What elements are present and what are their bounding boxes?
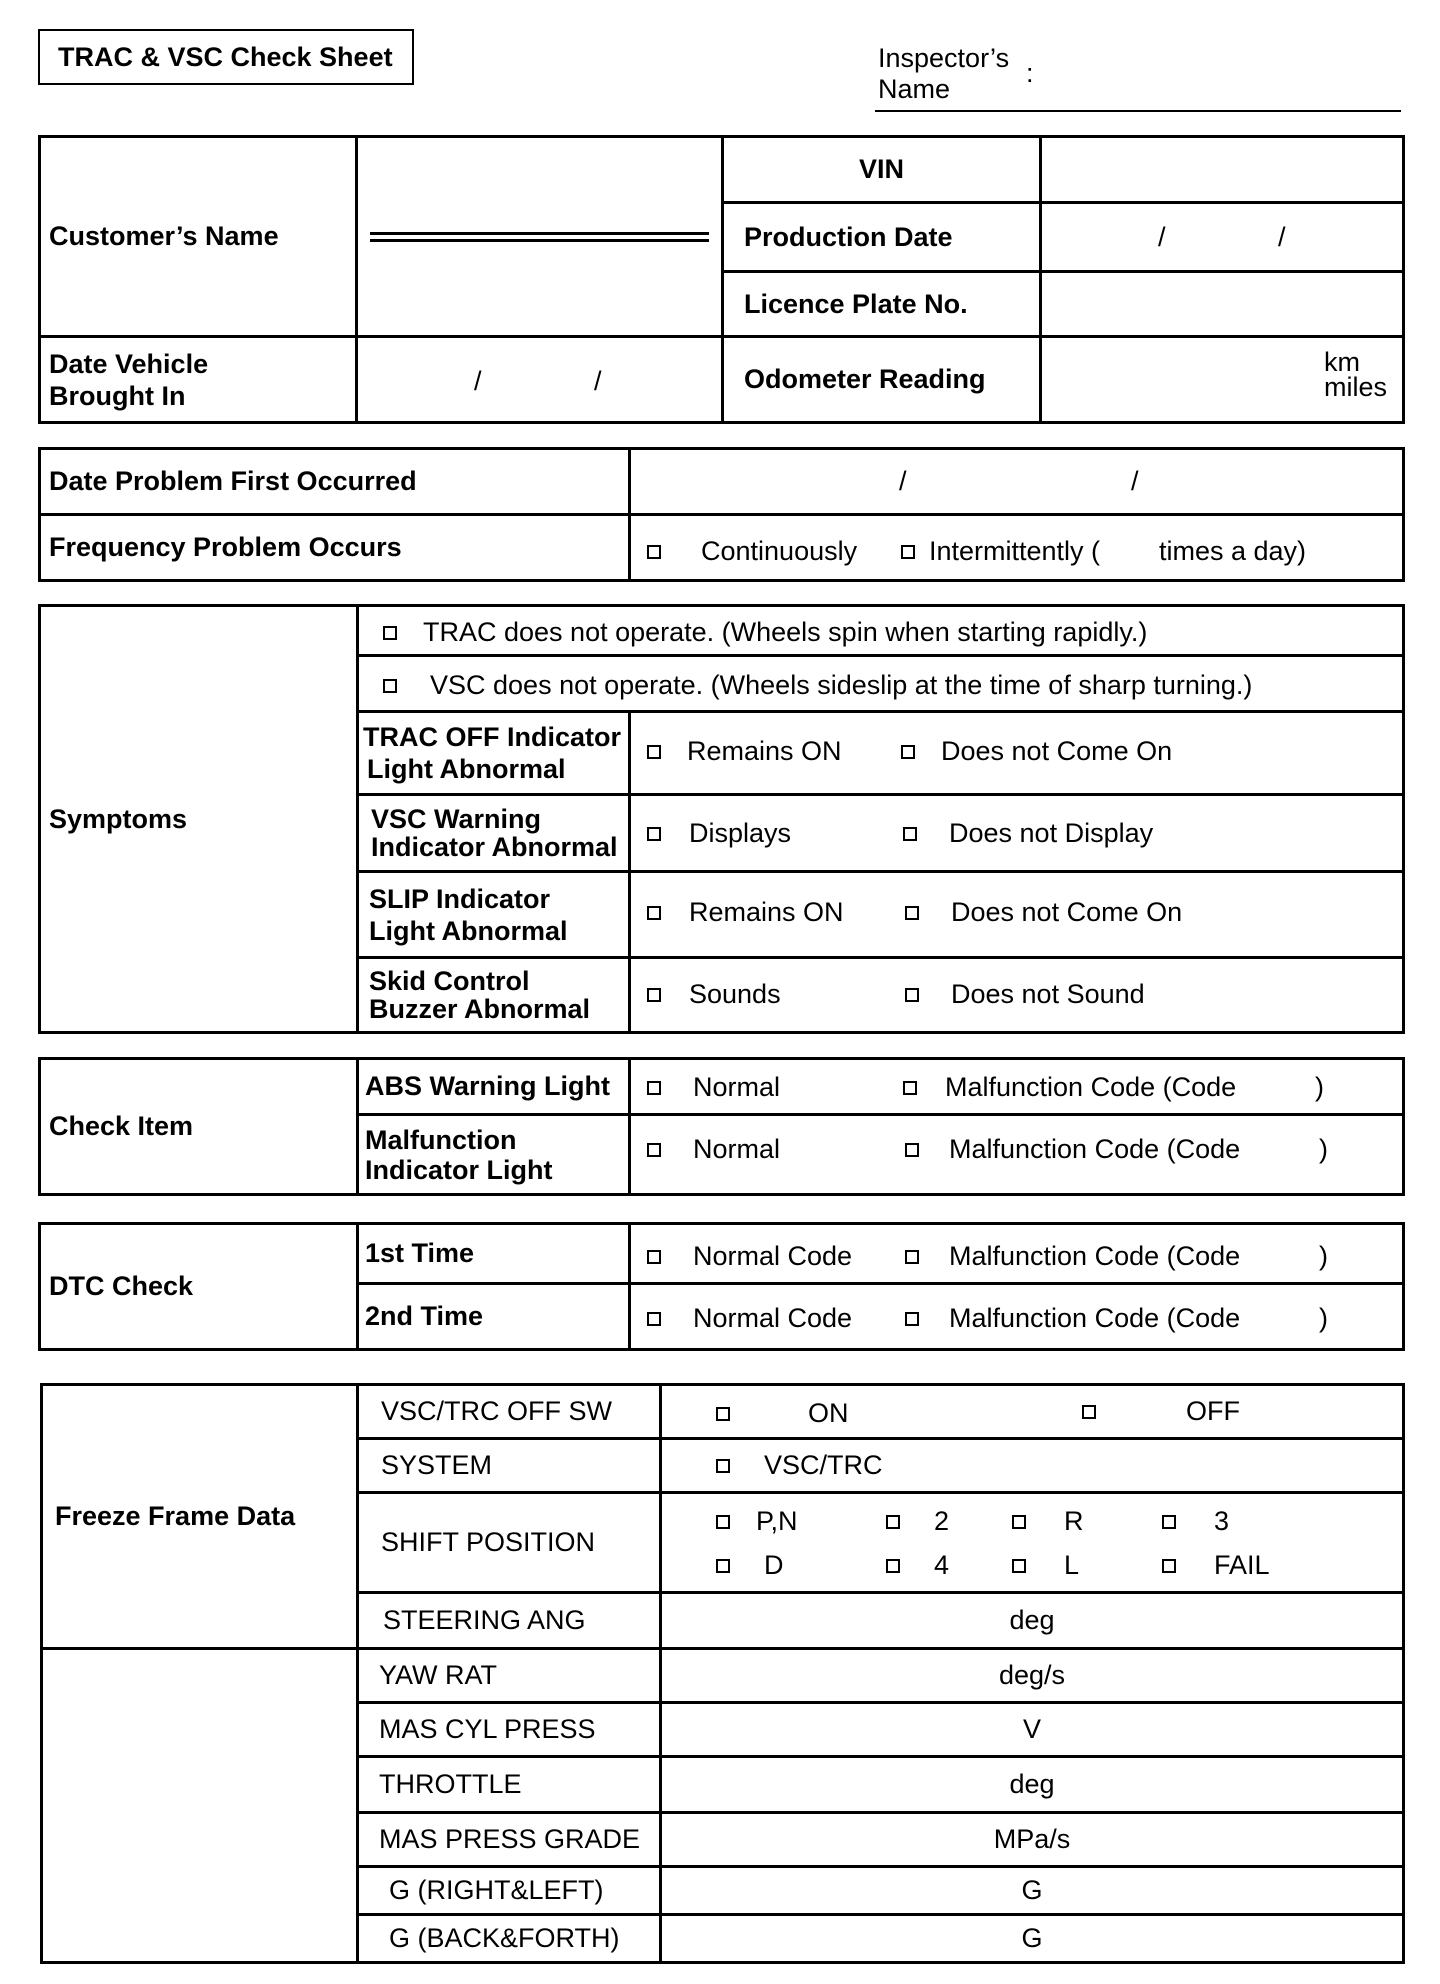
production-date-label: Production Date — [723, 203, 1041, 272]
inspector-name-label: Inspector’s Name — [878, 43, 1010, 104]
checkbox[interactable] — [901, 545, 915, 559]
dtc-check-label: DTC Check — [40, 1224, 358, 1350]
checkbox[interactable] — [647, 545, 661, 559]
frequency-options — [630, 515, 1404, 581]
throttle-label: THROTTLE — [358, 1757, 661, 1813]
checkbox[interactable] — [903, 1081, 917, 1095]
malfunction-indicator-light-label: Malfunction Indicator Light — [358, 1115, 630, 1195]
abs-warning-light-options: Normal Malfunction Code (Code ) — [630, 1059, 1404, 1115]
option-normal-code[interactable]: Normal Code — [647, 1241, 852, 1272]
inspector-colon: : — [1026, 58, 1034, 88]
checkbox[interactable] — [647, 1143, 661, 1157]
option-d[interactable]: D — [716, 1550, 784, 1581]
checkbox[interactable] — [886, 1515, 900, 1529]
mas-press-grade-label: MAS PRESS GRADE — [358, 1813, 661, 1867]
dtc-check-table — [38, 1222, 1405, 1351]
dtc-second-time-label: 2nd Time — [358, 1284, 630, 1350]
yaw-rat-field[interactable]: deg/s — [661, 1649, 1404, 1703]
option-normal[interactable]: Normal — [647, 1134, 780, 1165]
licence-plate-label: Licence Plate No. — [723, 272, 1041, 337]
checkbox[interactable] — [1082, 1405, 1096, 1419]
checkbox[interactable] — [1162, 1515, 1176, 1529]
option-intermittently[interactable]: Intermittently ( — [901, 536, 1100, 567]
customer-name-field[interactable] — [357, 137, 723, 337]
skid-control-buzzer-label: Skid Control Buzzer Abnormal — [358, 958, 630, 1033]
option-on[interactable]: ON — [716, 1398, 849, 1429]
option-does-not-display[interactable]: Does not Display — [903, 818, 1153, 849]
checkbox[interactable] — [383, 626, 397, 640]
checkbox[interactable] — [886, 1559, 900, 1573]
check-item-label: Check Item — [40, 1059, 358, 1195]
checkbox[interactable] — [647, 988, 661, 1002]
g-back-forth-field[interactable]: G — [661, 1915, 1404, 1963]
checkbox[interactable] — [1162, 1559, 1176, 1573]
checkbox[interactable] — [905, 1250, 919, 1264]
steering-ang-label: STEERING ANG — [358, 1593, 661, 1649]
option-remains-on[interactable]: Remains ON — [647, 736, 842, 767]
vsc-warning-indicator-label: VSC Warning Indicator Abnormal — [358, 795, 630, 872]
option-pn[interactable]: P,N — [716, 1506, 798, 1537]
vsc-warning-indicator-options — [630, 795, 1404, 872]
g-back-forth-label: G (BACK&FORTH) — [358, 1915, 661, 1963]
vsc-trc-off-sw-options — [661, 1385, 1404, 1439]
abs-warning-light-label: ABS Warning Light — [358, 1059, 630, 1115]
checkbox[interactable] — [647, 745, 661, 759]
checkbox[interactable] — [647, 1312, 661, 1326]
option-malfunction-code[interactable]: Malfunction Code (Code — [905, 1134, 1240, 1165]
option-off[interactable]: OFF — [1082, 1396, 1240, 1427]
checkbox[interactable] — [903, 827, 917, 841]
option-sounds[interactable]: Sounds — [647, 979, 781, 1010]
checkbox[interactable] — [716, 1407, 730, 1421]
date-brought-in-field[interactable]: / / — [357, 337, 723, 423]
g-right-left-field[interactable]: G — [661, 1867, 1404, 1915]
option-does-not-sound[interactable]: Does not Sound — [905, 979, 1145, 1010]
symptoms-label: Symptoms — [40, 606, 358, 1033]
option-malfunction-code[interactable]: Malfunction Code (Code — [903, 1072, 1236, 1103]
date-first-occurred-field[interactable]: / / — [630, 449, 1404, 515]
occurrence-table — [38, 447, 1405, 582]
check-item-table — [38, 1057, 1405, 1196]
option-malfunction-code[interactable]: Malfunction Code (Code — [905, 1241, 1240, 1272]
option-does-not-come-on[interactable]: Does not Come On — [905, 897, 1182, 928]
checkbox[interactable] — [716, 1459, 730, 1473]
symptoms-table — [38, 604, 1405, 1034]
vin-field[interactable] — [1041, 137, 1404, 203]
option-malfunction-code[interactable]: Malfunction Code (Code — [905, 1303, 1240, 1334]
date-first-occurred-label: Date Problem First Occurred — [40, 449, 630, 515]
unit-km: km — [1324, 347, 1360, 377]
system-options — [661, 1439, 1404, 1493]
option-l[interactable]: L — [1012, 1550, 1079, 1581]
throttle-field[interactable]: deg — [661, 1757, 1404, 1813]
checkbox[interactable] — [905, 1312, 919, 1326]
date-brought-in-label: Date Vehicle Brought In — [40, 337, 357, 423]
shift-position-label: SHIFT POSITION — [358, 1493, 661, 1593]
dtc-first-time-label: 1st Time — [358, 1224, 630, 1284]
trac-off-indicator-options — [630, 712, 1404, 795]
checkbox[interactable] — [901, 745, 915, 759]
odometer-label: Odometer Reading — [723, 337, 1041, 423]
vsc-trc-off-sw-label: VSC/TRC OFF SW — [358, 1385, 661, 1439]
mas-cyl-press-label: MAS CYL PRESS — [358, 1703, 661, 1757]
option-normal-code[interactable]: Normal Code — [647, 1303, 852, 1334]
checkbox[interactable] — [716, 1559, 730, 1573]
dtc-second-time-options: Normal Code Malfunction Code (Code ) — [630, 1284, 1404, 1350]
option-displays[interactable]: Displays — [647, 818, 791, 849]
malfunction-indicator-light-options: Normal Malfunction Code (Code ) — [630, 1115, 1404, 1195]
mas-cyl-press-field[interactable]: V — [661, 1703, 1404, 1757]
checkbox[interactable] — [647, 1081, 661, 1095]
option-r[interactable]: R — [1012, 1506, 1084, 1537]
checkbox[interactable] — [1012, 1515, 1026, 1529]
inspector-name-field[interactable] — [875, 110, 1401, 112]
steering-ang-field[interactable]: deg — [661, 1593, 1404, 1649]
system-label: SYSTEM — [358, 1439, 661, 1493]
checkbox[interactable] — [905, 1143, 919, 1157]
symptom-trac-not-operate: TRAC does not operate. (Wheels spin when starting rapidly.) — [358, 606, 1404, 656]
option-continuously[interactable]: Continuously — [647, 536, 857, 567]
mas-press-grade-field[interactable]: MPa/s — [661, 1813, 1404, 1867]
slip-indicator-label: SLIP Indicator Light Abnormal — [358, 872, 630, 958]
dtc-first-time-options: Normal Code Malfunction Code (Code ) — [630, 1224, 1404, 1284]
g-right-left-label: G (RIGHT&LEFT) — [358, 1867, 661, 1915]
licence-plate-field[interactable] — [1041, 272, 1404, 337]
unit-miles: miles — [1324, 372, 1388, 402]
yaw-rat-label: YAW RAT — [358, 1649, 661, 1703]
option-3[interactable]: 3 — [1162, 1506, 1229, 1537]
odometer-field[interactable] — [1041, 337, 1404, 423]
option-fail[interactable]: FAIL — [1162, 1550, 1270, 1581]
checkbox[interactable] — [1012, 1559, 1026, 1573]
option-4[interactable]: 4 — [886, 1550, 949, 1581]
checkbox[interactable] — [647, 906, 661, 920]
freeze-frame-label: Freeze Frame Data — [42, 1385, 358, 1649]
freeze-frame-table — [40, 1383, 1405, 1964]
vehicle-info-table — [38, 135, 1405, 424]
vin-label: VIN — [723, 137, 1041, 203]
trac-off-indicator-label: TRAC OFF Indicator Light Abnormal — [358, 712, 630, 795]
frequency-label: Frequency Problem Occurs — [40, 515, 630, 581]
symptom-vsc-not-operate: VSC does not operate. (Wheels sideslip at the time of sharp turning.) — [358, 656, 1404, 712]
production-date-field[interactable]: / / — [1041, 203, 1404, 272]
checkbox[interactable] — [905, 906, 919, 920]
customer-name-label: Customer’s Name — [40, 137, 357, 337]
checkbox[interactable] — [383, 679, 397, 693]
shift-position-options — [661, 1493, 1404, 1593]
checkbox[interactable] — [905, 988, 919, 1002]
option-2[interactable]: 2 — [886, 1506, 949, 1537]
checkbox[interactable] — [647, 827, 661, 841]
checkbox[interactable] — [716, 1515, 730, 1529]
option-normal[interactable]: Normal — [647, 1072, 780, 1103]
checkbox[interactable] — [647, 1250, 661, 1264]
slip-indicator-options — [630, 872, 1404, 958]
page-title: TRAC & VSC Check Sheet — [38, 29, 414, 85]
times-a-day-text: times a day) — [1159, 536, 1307, 566]
skid-control-buzzer-options — [630, 958, 1404, 1033]
option-remains-on[interactable]: Remains ON — [647, 897, 844, 928]
option-vsc-trc[interactable]: VSC/TRC — [716, 1450, 883, 1481]
option-does-not-come-on[interactable]: Does not Come On — [901, 736, 1172, 767]
double-underline — [370, 232, 709, 242]
